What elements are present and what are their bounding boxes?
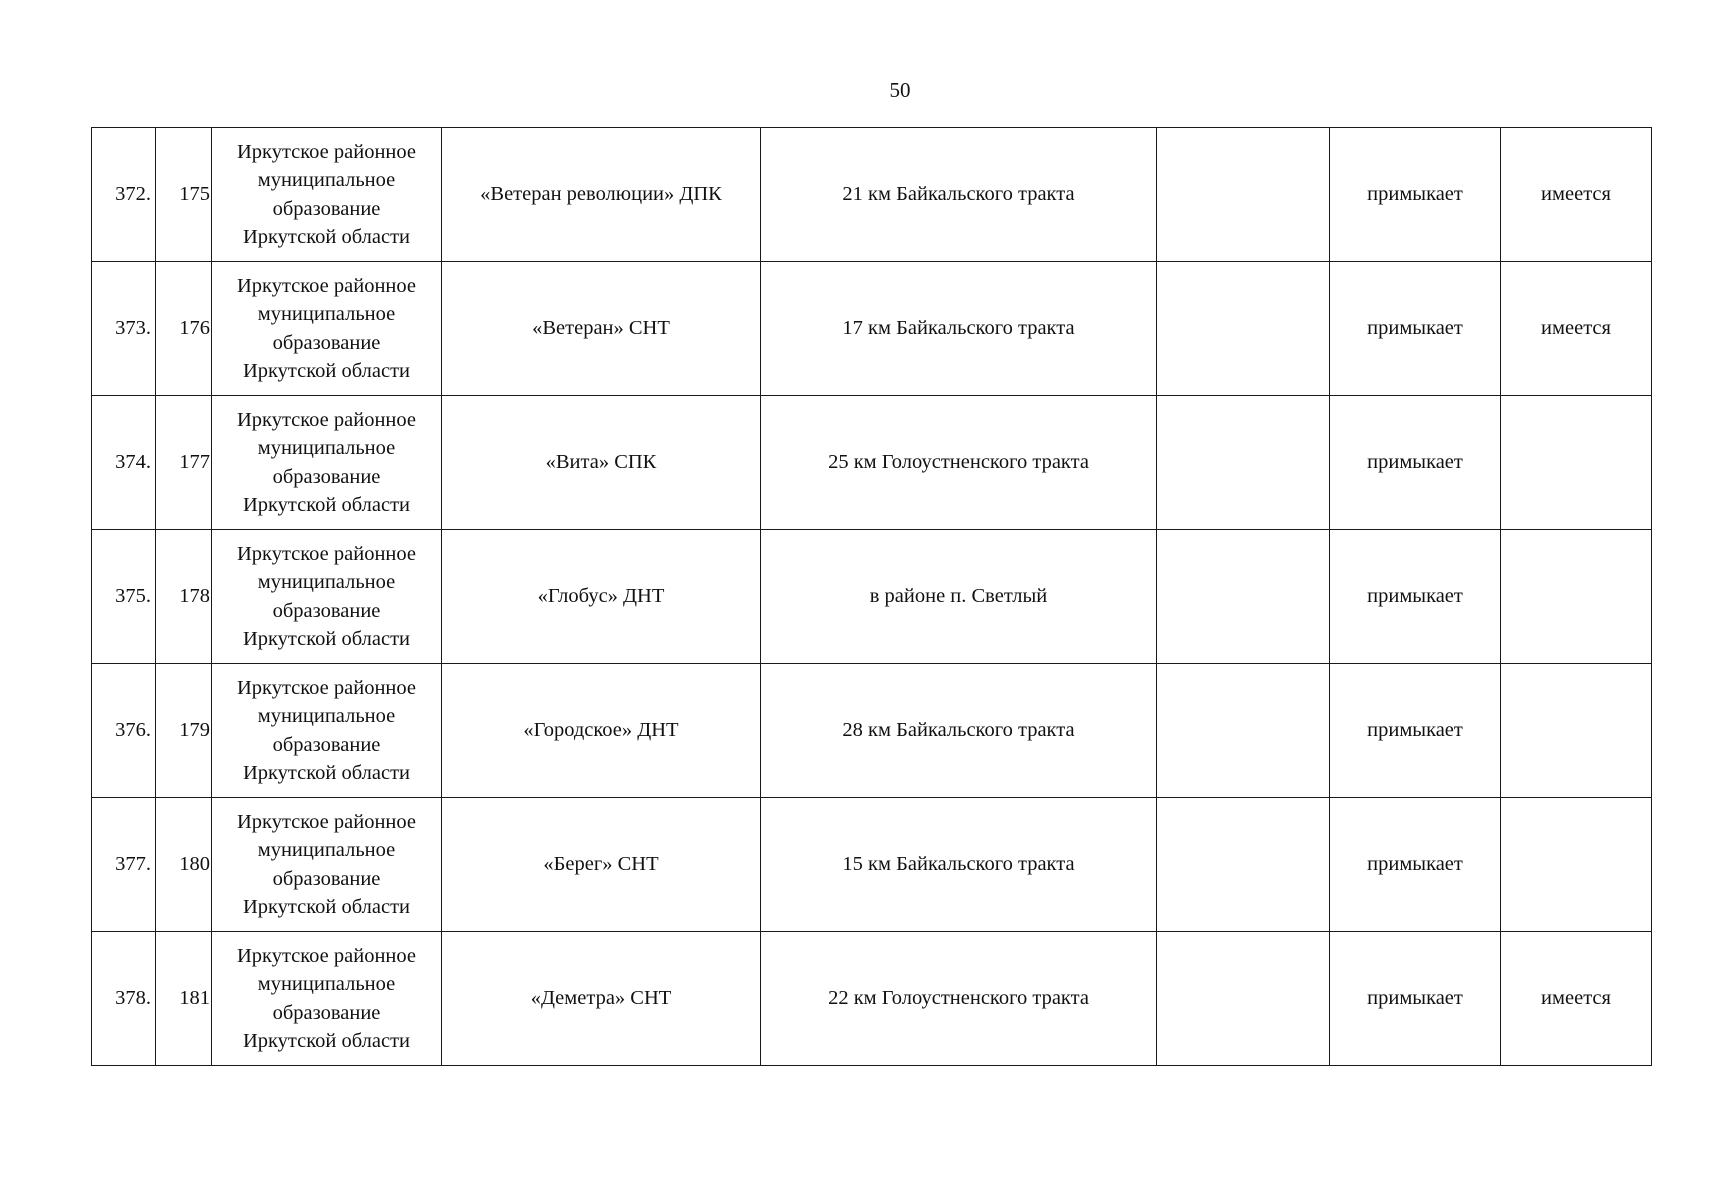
municipality-line: образование	[272, 197, 381, 220]
availability-status	[1501, 530, 1652, 664]
availability-status: имеется	[1501, 128, 1652, 262]
municipality-line: Иркутское районное	[236, 140, 417, 163]
location: 22 км Голоустненского тракта	[761, 932, 1157, 1066]
empty-cell	[1157, 798, 1330, 932]
organization-name: «Берег» СНТ	[442, 798, 761, 932]
municipality-line: Иркутское районное	[236, 274, 417, 297]
road-status: примыкает	[1330, 798, 1501, 932]
row-number: 378.	[92, 932, 156, 1066]
municipality-cell	[212, 530, 442, 664]
municipality-line: образование	[272, 867, 381, 890]
table-row	[92, 932, 1652, 1066]
municipality-line: образование	[272, 599, 381, 622]
municipality-cell	[212, 932, 442, 1066]
settlements-table	[91, 127, 1652, 1066]
road-status: примыкает	[1330, 932, 1501, 1066]
row-number: 374.	[92, 396, 156, 530]
municipality-line: муниципальное	[257, 169, 396, 191]
empty-cell	[1157, 128, 1330, 262]
road-status: примыкает	[1330, 262, 1501, 396]
empty-cell	[1157, 530, 1330, 664]
location: 28 км Байкальского тракта	[761, 664, 1157, 798]
municipality-cell	[212, 664, 442, 798]
availability-status: имеется	[1501, 932, 1652, 1066]
empty-cell	[1157, 262, 1330, 396]
table-row	[92, 128, 1652, 262]
availability-status	[1501, 664, 1652, 798]
table-row	[92, 530, 1652, 664]
register-number: 176	[156, 262, 212, 396]
table-row	[92, 396, 1652, 530]
municipality-line: муниципальное	[257, 973, 396, 995]
availability-status: имеется	[1501, 262, 1652, 396]
row-number: 377.	[92, 798, 156, 932]
location: 21 км Байкальского тракта	[761, 128, 1157, 262]
road-status: примыкает	[1330, 664, 1501, 798]
organization-name: «Ветеран революции» ДПК	[442, 128, 761, 262]
table-row	[92, 262, 1652, 396]
municipality-line: Иркутской области	[242, 494, 411, 516]
municipality-line: муниципальное	[257, 303, 396, 325]
table-row	[92, 798, 1652, 932]
road-status: примыкает	[1330, 530, 1501, 664]
register-number: 181	[156, 932, 212, 1066]
register-number: 175	[156, 128, 212, 262]
register-number: 177	[156, 396, 212, 530]
municipality-line: Иркутской области	[242, 628, 411, 650]
availability-status	[1501, 798, 1652, 932]
municipality-line: образование	[272, 465, 381, 488]
register-number: 178	[156, 530, 212, 664]
availability-status	[1501, 396, 1652, 530]
municipality-line: Иркутское районное	[236, 810, 417, 833]
municipality-line: муниципальное	[257, 705, 396, 727]
municipality-line: Иркутское районное	[236, 542, 417, 565]
municipality-line: муниципальное	[257, 839, 396, 861]
register-number: 180	[156, 798, 212, 932]
municipality-line: образование	[272, 331, 381, 354]
road-status: примыкает	[1330, 128, 1501, 262]
location: 25 км Голоустненского тракта	[761, 396, 1157, 530]
table-row	[92, 664, 1652, 798]
municipality-cell	[212, 262, 442, 396]
municipality-line: муниципальное	[257, 437, 396, 459]
empty-cell	[1157, 932, 1330, 1066]
municipality-line: Иркутской области	[242, 896, 411, 918]
empty-cell	[1157, 664, 1330, 798]
organization-name: «Деметра» СНТ	[442, 932, 761, 1066]
municipality-line: Иркутской области	[242, 360, 411, 382]
organization-name: «Глобус» ДНТ	[442, 530, 761, 664]
location: 15 км Байкальского тракта	[761, 798, 1157, 932]
row-number: 373.	[92, 262, 156, 396]
municipality-line: Иркутской области	[242, 762, 411, 784]
organization-name: «Ветеран» СНТ	[442, 262, 761, 396]
register-number: 179	[156, 664, 212, 798]
municipality-line: образование	[272, 1001, 381, 1024]
municipality-cell	[212, 128, 442, 262]
location: 17 км Байкальского тракта	[761, 262, 1157, 396]
organization-name: «Городское» ДНТ	[442, 664, 761, 798]
municipality-line: Иркутское районное	[236, 944, 417, 967]
municipality-line: Иркутское районное	[236, 408, 417, 431]
row-number: 375.	[92, 530, 156, 664]
municipality-cell	[212, 798, 442, 932]
municipality-line: муниципальное	[257, 571, 396, 593]
municipality-line: образование	[272, 733, 381, 756]
municipality-line: Иркутской области	[242, 1030, 411, 1052]
page-number: 50	[889, 78, 911, 102]
municipality-line: Иркутское районное	[236, 676, 417, 699]
organization-name: «Вита» СПК	[442, 396, 761, 530]
location: в районе п. Светлый	[761, 530, 1157, 664]
row-number: 372.	[92, 128, 156, 262]
municipality-line: Иркутской области	[242, 226, 411, 248]
road-status: примыкает	[1330, 396, 1501, 530]
municipality-cell	[212, 396, 442, 530]
empty-cell	[1157, 396, 1330, 530]
row-number: 376.	[92, 664, 156, 798]
